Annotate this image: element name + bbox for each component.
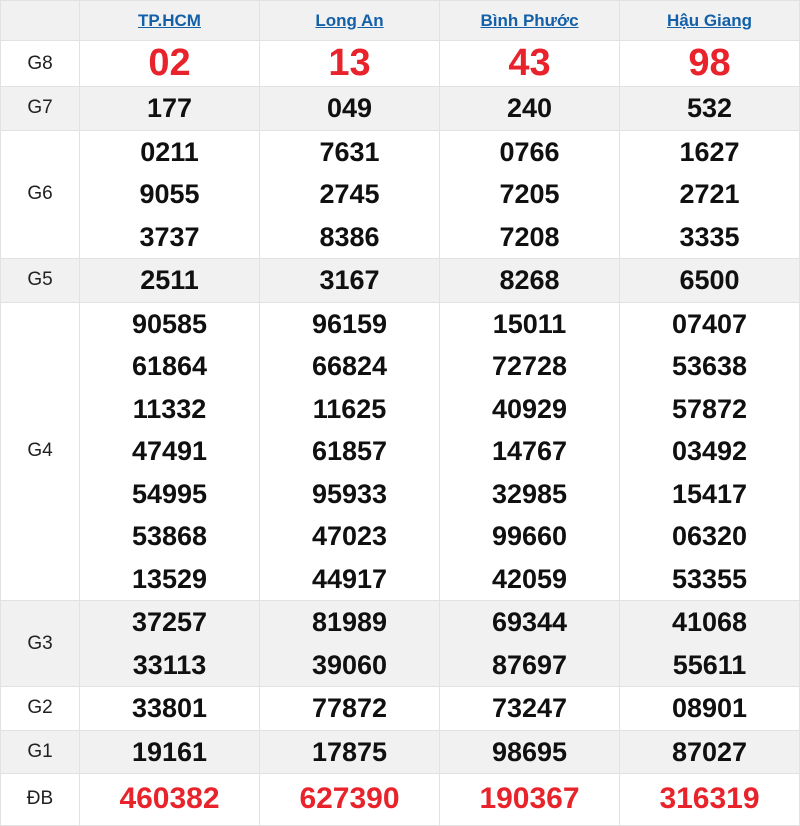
result-value: 61864: [131, 351, 208, 381]
result-value: 460382: [119, 782, 220, 815]
result-value: 33113: [132, 649, 207, 680]
result-cell: [80, 302, 260, 601]
result-value: 02: [148, 42, 191, 84]
result-value: 47491: [131, 436, 208, 466]
result-value: 96159: [311, 308, 388, 339]
province-link-4[interactable]: Hậu Giang: [666, 10, 752, 30]
result-value: 17875: [311, 736, 388, 767]
prize-row-g1: [1, 730, 800, 774]
result-value: 11625: [312, 393, 387, 424]
result-cell: [80, 87, 260, 131]
result-cell: [260, 730, 440, 774]
result-value: 55611: [672, 649, 747, 680]
result-value: 39060: [311, 649, 388, 680]
column-header: [620, 1, 800, 41]
result-cell: [80, 41, 260, 87]
result-value: 99660: [491, 521, 568, 551]
result-cell: [80, 687, 260, 731]
result-value: 66824: [311, 351, 388, 381]
result-value: 53638: [671, 351, 748, 381]
prize-row-g4: [1, 302, 800, 601]
result-cell: [440, 41, 620, 87]
province-link-1[interactable]: TP.HCM: [138, 10, 201, 30]
prize-row-g2: [1, 687, 800, 731]
result-value: 87697: [491, 649, 568, 680]
result-cell: [260, 130, 440, 259]
result-value: 532: [686, 93, 733, 123]
corner-cell: [1, 1, 80, 41]
result-value: 240: [506, 93, 553, 123]
result-cell: [260, 302, 440, 601]
prize-label: ĐB: [1, 774, 80, 826]
prize-row-g6: [1, 130, 800, 259]
result-value: 0766: [499, 136, 560, 167]
result-value: 627390: [299, 782, 400, 815]
result-value: 2745: [319, 179, 380, 209]
column-header: [440, 1, 620, 41]
prize-row-đb: [1, 774, 800, 826]
result-value: 90585: [131, 308, 208, 339]
result-value: 53868: [131, 521, 208, 551]
result-cell: [620, 41, 800, 87]
result-value: 69344: [491, 607, 568, 637]
result-cell: [620, 87, 800, 131]
result-cell: [260, 259, 440, 303]
result-value: 19161: [131, 736, 208, 767]
result-value: 11332: [132, 393, 207, 424]
result-value: 3335: [679, 221, 740, 252]
result-value: 87027: [671, 736, 748, 767]
result-cell: [620, 774, 800, 826]
result-cell: [80, 601, 260, 687]
prize-label: G3: [1, 601, 80, 687]
result-value: 049: [326, 93, 373, 123]
result-value: 9055: [139, 179, 200, 209]
result-cell: [440, 730, 620, 774]
result-cell: [260, 87, 440, 131]
result-cell: [80, 774, 260, 826]
result-value: 14767: [491, 436, 568, 466]
result-cell: [440, 130, 620, 259]
column-header: [260, 1, 440, 41]
result-value: 81989: [311, 607, 388, 637]
result-value: 77872: [311, 693, 388, 723]
result-cell: [440, 601, 620, 687]
result-value: 95933: [311, 478, 388, 509]
result-value: 0211: [140, 136, 199, 167]
result-value: 53355: [671, 563, 748, 594]
result-cell: [440, 687, 620, 731]
result-cell: [620, 259, 800, 303]
result-cell: [260, 774, 440, 826]
results-body: [1, 41, 800, 826]
result-value: 03492: [671, 436, 748, 466]
result-value: 3737: [139, 221, 200, 252]
result-value: 8386: [319, 221, 380, 252]
prize-row-g7: [1, 87, 800, 131]
prize-row-g8: [1, 41, 800, 87]
header-row: [1, 1, 800, 41]
prize-row-g3: [1, 601, 800, 687]
result-cell: [440, 302, 620, 601]
result-cell: [80, 259, 260, 303]
result-value: 2721: [679, 179, 740, 209]
result-value: 7208: [499, 221, 560, 252]
result-value: 41068: [671, 607, 748, 637]
result-value: 2511: [140, 265, 199, 295]
result-value: 15011: [492, 308, 567, 339]
result-cell: [260, 41, 440, 87]
prize-label: G4: [1, 302, 80, 601]
result-value: 98695: [491, 736, 568, 767]
prize-label: G2: [1, 687, 80, 731]
result-value: 61857: [311, 436, 388, 466]
result-value: 98: [688, 42, 731, 84]
prize-label: G1: [1, 730, 80, 774]
prize-label: G6: [1, 130, 80, 259]
result-value: 42059: [491, 563, 568, 594]
result-value: 15417: [671, 478, 748, 509]
result-cell: [620, 302, 800, 601]
result-value: 44917: [311, 563, 388, 594]
result-cell: [440, 87, 620, 131]
result-value: 32985: [491, 478, 568, 509]
result-value: 8268: [499, 265, 560, 295]
result-value: 54995: [131, 478, 208, 509]
result-value: 57872: [671, 393, 748, 424]
column-header: [80, 1, 260, 41]
result-cell: [440, 259, 620, 303]
result-cell: [80, 130, 260, 259]
province-link-2[interactable]: Long An: [315, 10, 384, 30]
result-value: 7205: [499, 179, 560, 209]
result-value: 33801: [131, 693, 208, 723]
result-value: 43: [508, 42, 551, 84]
result-value: 73247: [491, 693, 568, 723]
result-value: 7631: [319, 136, 380, 167]
result-value: 316319: [659, 782, 760, 815]
result-value: 06320: [671, 521, 748, 551]
result-cell: [620, 601, 800, 687]
result-cell: [260, 601, 440, 687]
result-cell: [260, 687, 440, 731]
result-value: 13529: [131, 563, 208, 594]
result-value: 08901: [671, 693, 748, 723]
result-value: 47023: [311, 521, 388, 551]
prize-label: G5: [1, 259, 80, 303]
result-cell: [620, 130, 800, 259]
result-cell: [440, 774, 620, 826]
result-value: 37257: [131, 607, 208, 637]
result-value: 40929: [491, 393, 568, 424]
result-value: 6500: [679, 265, 740, 295]
result-cell: [620, 687, 800, 731]
prize-label: G7: [1, 87, 80, 131]
result-cell: [80, 730, 260, 774]
result-value: 190367: [479, 782, 580, 815]
result-value: 07407: [671, 308, 748, 339]
result-cell: [620, 730, 800, 774]
result-value: 1627: [679, 136, 740, 167]
result-value: 177: [146, 93, 193, 123]
prize-row-g5: [1, 259, 800, 303]
result-value: 72728: [491, 351, 568, 381]
province-link-3[interactable]: Bình Phước: [480, 10, 579, 30]
prize-label: G8: [1, 41, 80, 87]
result-value: 3167: [319, 265, 380, 295]
result-value: 13: [328, 42, 371, 84]
